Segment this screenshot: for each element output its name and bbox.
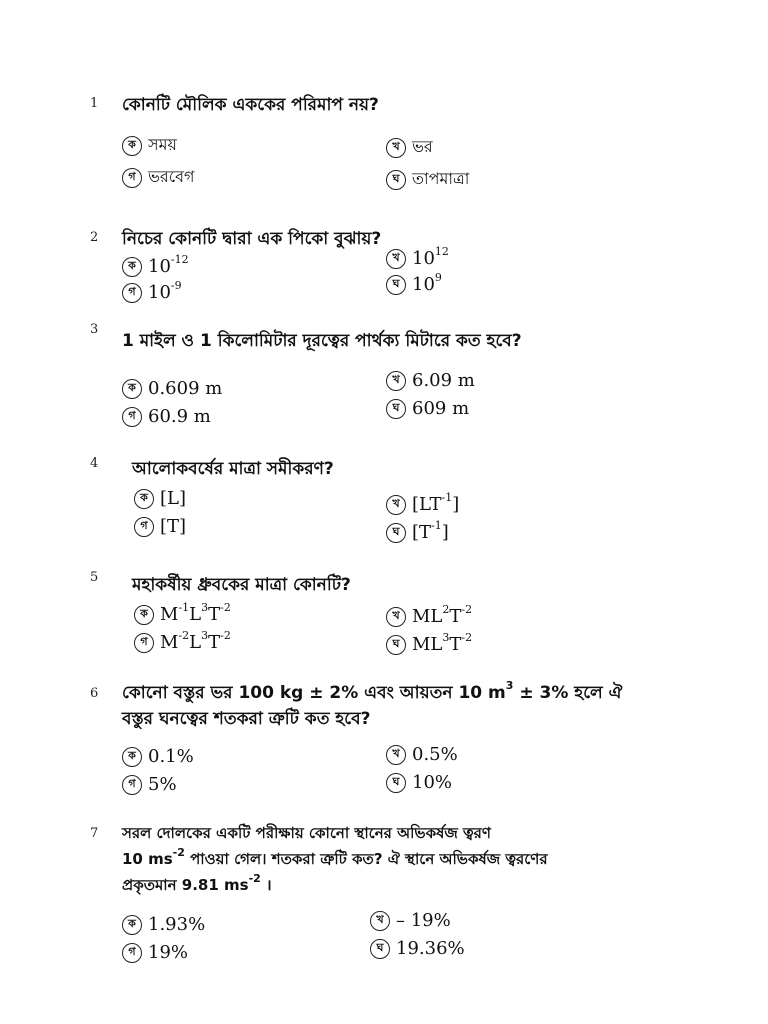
option-text: 19% bbox=[148, 942, 189, 963]
option-marker: ঘ bbox=[386, 523, 406, 543]
question-text: কোনো বস্তুর ভর 100 kg ± 2% এবং আয়তন 10 $m^3 \pm 3\%$ হলে ঐ বস্তুর ঘনত্বের শতকরা ত্রুটি কত হবে? bbox=[122, 679, 623, 729]
option-text: $10^{12}$ bbox=[412, 245, 449, 269]
option-gha[interactable] bbox=[370, 938, 465, 959]
option-marker: খ bbox=[386, 249, 406, 269]
option-text: 0.5% bbox=[412, 744, 458, 765]
option-kha[interactable] bbox=[386, 134, 433, 161]
option-marker: গ bbox=[122, 283, 142, 303]
option-gha[interactable] bbox=[386, 166, 469, 193]
option-text: $M^{-2}L^3T^{-2}$ bbox=[160, 629, 231, 653]
option-text: $10^9$ bbox=[412, 271, 442, 295]
option-ga[interactable] bbox=[122, 774, 177, 795]
question-text: আলোকবর্ষের মাত্রা সমীকরণ? bbox=[132, 459, 334, 479]
option-ka[interactable] bbox=[134, 601, 231, 625]
question-number: 7 bbox=[90, 826, 99, 841]
option-marker: খ bbox=[386, 371, 406, 391]
question-number: 4 bbox=[90, 456, 99, 471]
question-number: 2 bbox=[90, 230, 99, 245]
question-text: নিচের কোনটি দ্বারা এক পিকো বুঝায়? bbox=[122, 229, 382, 249]
option-text: $[LT^{-1}]$ bbox=[412, 491, 460, 515]
question-number: 1 bbox=[90, 96, 99, 111]
option-ga[interactable] bbox=[122, 406, 211, 427]
option-marker: গ bbox=[122, 168, 142, 188]
option-text: 609 m bbox=[412, 398, 470, 419]
question-text: সরল দোলকের একটি পরীক্ষায় কোনো স্থানের অভিকর্ষজ ত্বরণ 10 $ms^{-2}$ পাওয়া গেল। শতকরা ত্রুটি কত? ঐ স্থানে অভিকর্ষজ ত্বরণের প্রকৃতমান 9.81 $ms^{-2}$ । bbox=[122, 824, 548, 894]
option-text: 0.1% bbox=[148, 746, 194, 767]
option-kha[interactable] bbox=[386, 744, 458, 765]
question-number: 3 bbox=[90, 322, 99, 337]
option-ga[interactable] bbox=[134, 516, 186, 537]
option-text: 10% bbox=[412, 772, 453, 793]
option-marker: ঘ bbox=[386, 773, 406, 793]
option-text: তাপমাত্রা bbox=[412, 169, 470, 188]
option-text: [L] bbox=[160, 488, 186, 509]
option-text: $ML^2T^{-2}$ bbox=[412, 603, 473, 627]
option-text: $M^{-1}L^3T^{-2}$ bbox=[160, 601, 231, 625]
option-text: 0.609 m bbox=[148, 378, 223, 399]
option-marker: গ bbox=[122, 775, 142, 795]
option-marker: গ bbox=[122, 943, 142, 963]
option-marker: ঘ bbox=[386, 399, 406, 419]
option-ka[interactable] bbox=[122, 746, 194, 767]
option-text: 19.36% bbox=[396, 938, 465, 959]
question-number: 5 bbox=[90, 570, 99, 585]
option-ga[interactable] bbox=[122, 279, 182, 303]
option-text: [T] bbox=[160, 516, 187, 537]
option-marker: ঘ bbox=[386, 635, 406, 655]
option-marker: খ bbox=[386, 745, 406, 765]
option-marker: গ bbox=[122, 407, 142, 427]
option-gha[interactable] bbox=[386, 772, 452, 793]
option-kha[interactable] bbox=[386, 603, 473, 627]
option-marker: ক bbox=[122, 915, 142, 935]
question-text: কোনটি মৌলিক এককের পরিমাপ নয়? bbox=[122, 95, 379, 115]
option-text: $10^{-9}$ bbox=[148, 279, 182, 303]
option-text: 1.93% bbox=[148, 914, 206, 935]
option-gha[interactable] bbox=[386, 631, 473, 655]
question-number: 6 bbox=[90, 686, 99, 701]
option-marker: ক bbox=[122, 136, 142, 156]
option-kha[interactable] bbox=[370, 910, 451, 931]
option-gha[interactable] bbox=[386, 271, 442, 295]
option-marker: গ bbox=[134, 517, 154, 537]
option-marker: ক bbox=[134, 605, 154, 625]
option-ka[interactable] bbox=[134, 488, 186, 509]
option-text: 60.9 m bbox=[148, 406, 211, 427]
option-gha[interactable] bbox=[386, 398, 469, 419]
option-text: $[T^{-1}]$ bbox=[412, 519, 449, 543]
option-text: সময় bbox=[148, 135, 177, 154]
option-marker: ঘ bbox=[386, 275, 406, 295]
option-marker: ক bbox=[122, 257, 142, 277]
option-text: $10^{-12}$ bbox=[148, 253, 189, 277]
option-kha[interactable] bbox=[386, 245, 449, 269]
option-text: – 19% bbox=[396, 910, 451, 931]
option-marker: ক bbox=[122, 379, 142, 399]
option-text: 6.09 m bbox=[412, 370, 475, 391]
question-text: মহাকর্ষীয় ধ্রুবকের মাত্রা কোনটি? bbox=[132, 575, 351, 595]
option-marker: খ bbox=[386, 495, 406, 515]
option-ka[interactable] bbox=[122, 378, 222, 399]
question-text: 1 মাইল ও 1 কিলোমিটার দূরত্বের পার্থক্য মিটারে কত হবে? bbox=[122, 331, 522, 351]
option-marker: ক bbox=[134, 489, 154, 509]
option-text: ভর bbox=[412, 137, 433, 156]
option-marker: গ bbox=[134, 633, 154, 653]
option-ka[interactable] bbox=[122, 914, 205, 935]
option-ga[interactable] bbox=[134, 629, 231, 653]
option-marker: ক bbox=[122, 747, 142, 767]
option-marker: খ bbox=[386, 138, 406, 158]
option-ka[interactable] bbox=[122, 132, 177, 159]
option-ga[interactable] bbox=[122, 942, 188, 963]
option-marker: খ bbox=[370, 911, 390, 931]
option-marker: খ bbox=[386, 607, 406, 627]
option-text: ভরবেগ bbox=[148, 167, 195, 186]
option-text: $ML^3T^{-2}$ bbox=[412, 631, 473, 655]
option-text: 5% bbox=[148, 774, 177, 795]
option-marker: ঘ bbox=[386, 170, 406, 190]
option-ga[interactable] bbox=[122, 164, 195, 191]
option-kha[interactable] bbox=[386, 491, 460, 515]
option-ka[interactable] bbox=[122, 253, 189, 277]
option-marker: ঘ bbox=[370, 939, 390, 959]
option-kha[interactable] bbox=[386, 370, 475, 391]
option-gha[interactable] bbox=[386, 519, 449, 543]
